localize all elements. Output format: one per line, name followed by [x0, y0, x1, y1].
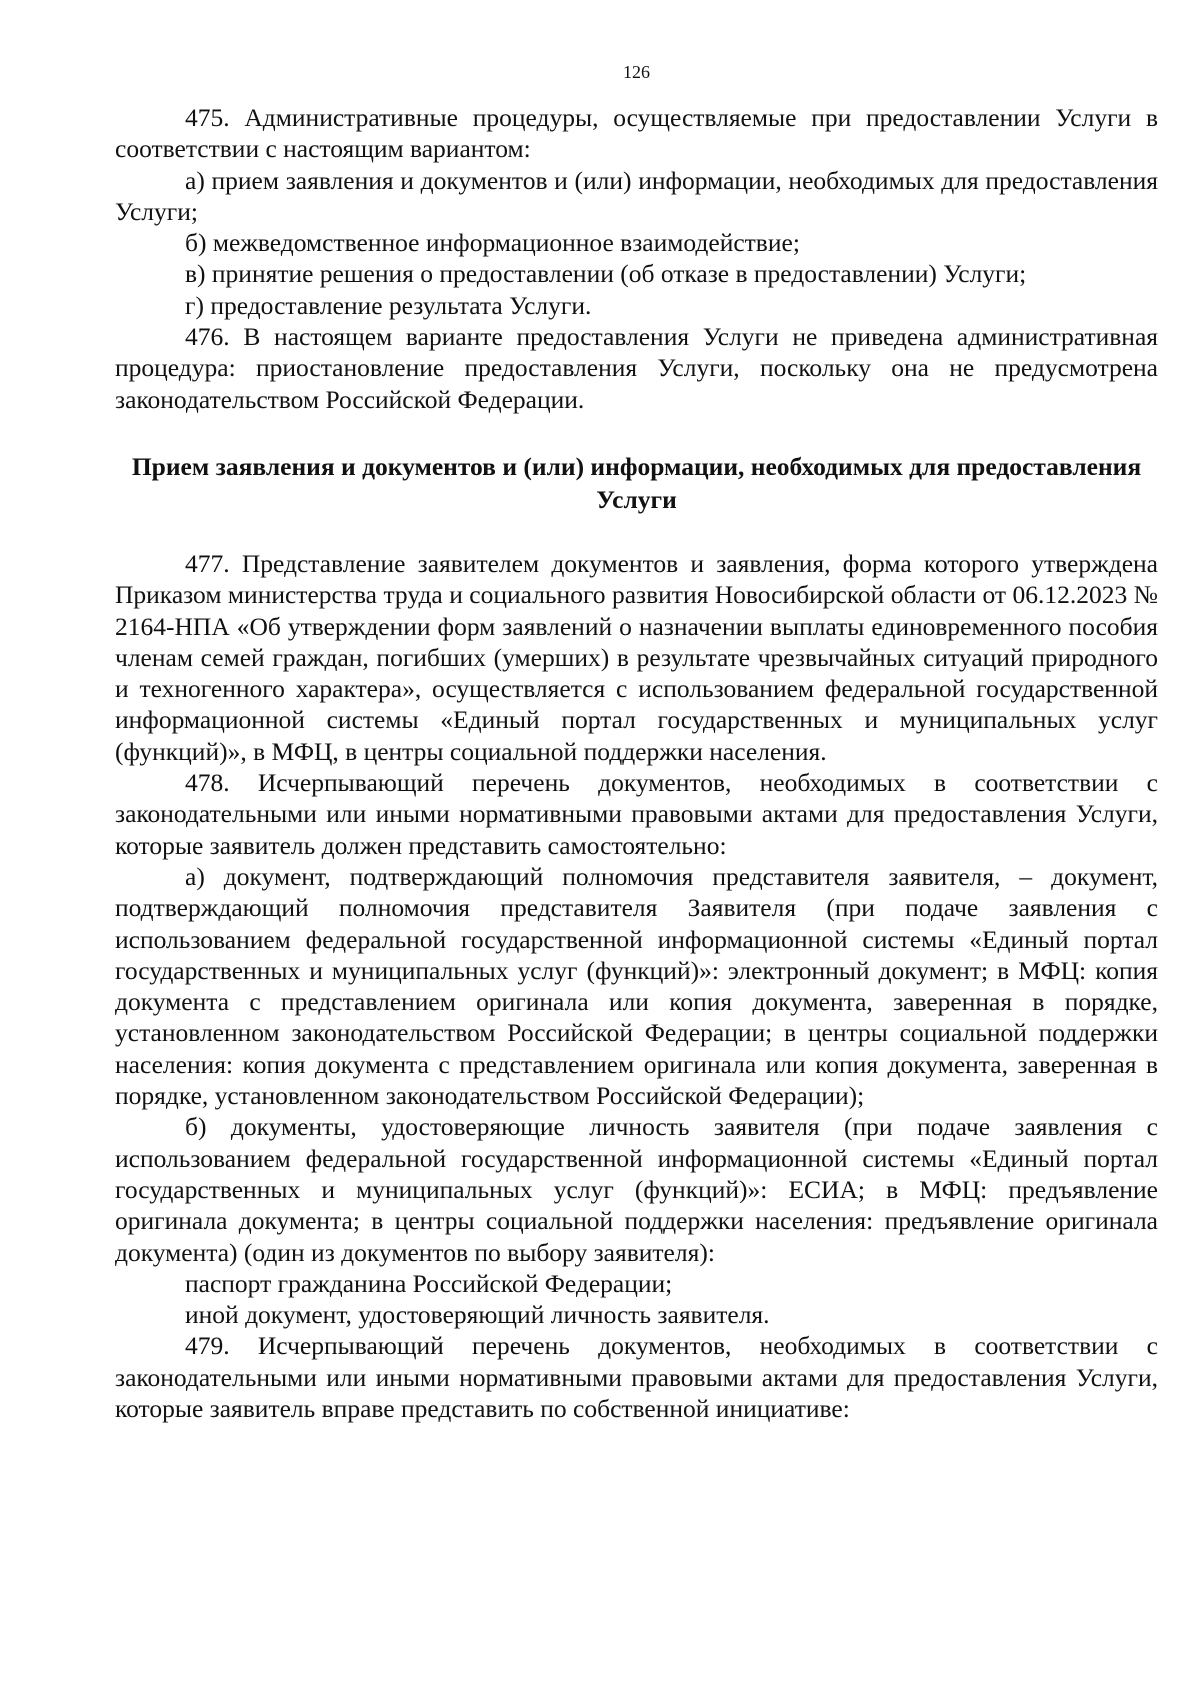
paragraph-477: 477. Представление заявителем документов и заявления, форма которого утверждена Приказом министерства труда и социального развития Новосибирской области от 06.12.2023 № 2164-НПА «Об утверждении форм заявлений о назначении выплаты единовременного пособия членам семей граждан, погибших (умерших) в результате чрезвычайных ситуаций природного и техногенного характера», осуществляется с использованием федеральной государственной информационной системы «Единый портал государственных и муниципальных услуг (функций)», в МФЦ, в центры социальной поддержки населения.: [115, 548, 1158, 766]
list-item-a: а) прием заявления и документов и (или) информации, необходимых для предоставления Услуги;: [115, 165, 1158, 226]
list-item-a-documents: а) документ, подтверждающий полномочия представителя заявителя, – документ, подтверждающий полномочия представителя Заявителя (при подаче заявления с использованием федеральной государственной информационной системы «Единый портал государственных и муниципальных услуг (функций)»: электронный документ; в МФЦ: копия документа с представлением оригинала или копия документа, заверенная в порядке, установленном законодательством Российской Федерации; в центры социальной поддержки населения: копия документа с представлением оригинала или копия документа, заверенная в порядке, установленном законодательством Российской Федерации);: [115, 861, 1158, 1111]
paragraph-478: 478. Исчерпывающий перечень документов, необходимых в соответствии с законодательными или иными нормативными правовыми актами для предоставления Услуги, которые заявитель должен представить самостоятельно:: [115, 768, 1158, 860]
list-item-b-documents: б) документы, удостоверяющие личность заявителя (при подаче заявления с использованием федеральной государственной информационной системы «Единый портал государственных и муниципальных услуг (функций)»: ЕСИА; в МФЦ: предъявление оригинала документа; в центры социальной поддержки населения: предъявление оригинала документа) (один из документов по выбору заявителя):: [115, 1112, 1158, 1267]
paragraph-475: 475. Административные процедуры, осуществляемые при предоставлении Услуги в соответствии с настоящим вариантом:: [115, 103, 1158, 164]
page-number: 126: [623, 62, 650, 82]
paragraph-476: 476. В настоящем варианте предоставления Услуги не приведена административная процедура: приостановление предоставления Услуги, поскольку она не предусмотрена законодательством Российской Федерации.: [115, 322, 1158, 414]
document-other-id: иной документ, удостоверяющий личность заявителя.: [185, 1300, 770, 1330]
section-heading: Прием заявления и документов и (или) информации, необходимых для предоставления Услуги: [131, 451, 1142, 514]
list-item-g: г) предоставление результата Услуги.: [185, 290, 592, 320]
document-page: [115, 60, 1158, 1424]
document-passport: паспорт гражданина Российской Федерации;: [185, 1268, 673, 1298]
paragraph-479: 479. Исчерпывающий перечень документов, необходимых в соответствии с законодательными или иными нормативными правовыми актами для предоставления Услуги, которые заявитель вправе представить по собственной инициативе:: [115, 1331, 1158, 1423]
list-item-b: б) межведомственное информационное взаимодействие;: [185, 228, 800, 258]
list-item-v: в) принятие решения о предоставлении (об отказе в предоставлении) Услуги;: [185, 259, 1027, 289]
